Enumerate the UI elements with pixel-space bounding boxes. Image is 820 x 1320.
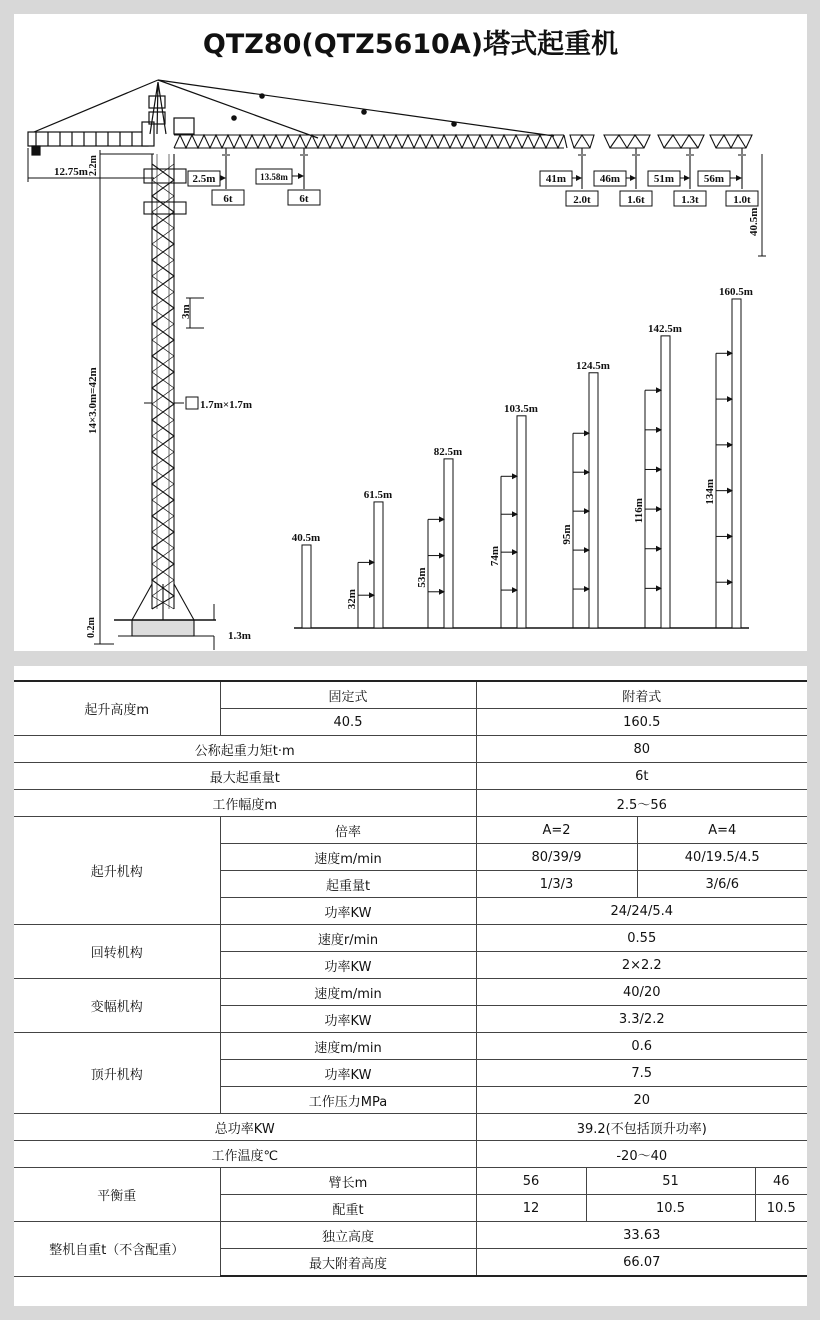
radius-label: 13.58m (260, 172, 288, 182)
table-row (14, 736, 807, 763)
load-label: 1.3t (681, 194, 699, 206)
cell-weight-56: 12 (476, 1195, 586, 1222)
tie-height-label: 134m (704, 478, 716, 505)
tie-height-label: 74m (489, 545, 501, 567)
cell-maxload-label: 最大起重量t (14, 763, 476, 790)
column-height-label: 82.5m (433, 445, 463, 458)
cell-ratio-b: A=4 (637, 817, 807, 844)
cell-tspeed-label: 速度m/min (220, 979, 476, 1006)
cell-hoist-label: 起升机构 (14, 817, 220, 925)
cell-hspeed-label: 速度m/min (220, 844, 476, 871)
table-row (14, 979, 807, 1006)
cell-selfweight-label: 整机自重t（不含配重） (14, 1222, 220, 1277)
column-height-label: 160.5m (719, 285, 753, 298)
counter-jib-label: 12.75m (54, 166, 88, 178)
cell-fixed-header: 固定式 (220, 681, 476, 709)
table-row (14, 1222, 807, 1249)
tie-height-label: 53m (416, 567, 428, 588)
mast (114, 154, 216, 636)
cell-cspeed-label: 速度m/min (220, 1033, 476, 1060)
table-row (14, 1114, 807, 1141)
cell-weight-51: 10.5 (586, 1195, 755, 1222)
radius-label: 56m (703, 173, 725, 185)
table-row (14, 1168, 807, 1195)
tie-height-label: 32m (346, 589, 358, 610)
cell-spower-value: 2×2.2 (476, 952, 807, 979)
cell-maxh-value: 66.07 (476, 1249, 807, 1277)
table-row (14, 1141, 807, 1168)
mast-column (302, 545, 311, 628)
cell-total-power-label: 总功率KW (14, 1114, 476, 1141)
mast-column (517, 416, 526, 628)
cell-hload-label: 起重量t (220, 871, 476, 898)
cell-arm-label: 臂长m (220, 1168, 476, 1195)
spec-table (14, 680, 807, 1277)
table-row (14, 1033, 807, 1060)
cell-maxload-value: 6t (476, 763, 807, 790)
cell-spower-label: 功率KW (220, 952, 476, 979)
column-height-label: 124.5m (576, 359, 610, 372)
radius-label: 2.5m (192, 173, 216, 185)
cell-moment-value: 80 (476, 736, 807, 763)
section-size-label: 1.7m×1.7m (200, 399, 253, 411)
mast-column (661, 336, 670, 628)
cell-hspeed-a: 80/39/9 (476, 844, 637, 871)
cell-moment-label: 公称起重力矩t·m (14, 736, 476, 763)
tower-head (34, 80, 554, 138)
table-row (14, 817, 807, 844)
table-row (14, 681, 807, 709)
cell-ratio-a: A=2 (476, 817, 637, 844)
mast-column (374, 502, 383, 628)
radius-label: 46m (599, 173, 621, 185)
load-label: 1.6t (627, 194, 645, 206)
table-row (14, 790, 807, 817)
column-height-label: 40.5m (291, 531, 321, 544)
mast-column (589, 373, 598, 628)
base-width-label: 1.3m (228, 630, 251, 642)
tie-height-label: 116m (633, 498, 645, 524)
table-row (14, 763, 807, 790)
cell-weight-46: 10.5 (755, 1195, 807, 1222)
cell-range-label: 工作幅度m (14, 790, 476, 817)
radius-labels (193, 172, 752, 206)
cell-tpower-value: 3.3/2.2 (476, 1006, 807, 1033)
load-label: 1.0t (733, 194, 751, 206)
page-title: QTZ80(QTZ5610A)塔式起重机 (202, 29, 619, 60)
cell-hpower-label: 功率KW (220, 898, 476, 925)
cell-hload-b: 3/6/6 (637, 871, 807, 898)
cell-weight-label: 配重t (220, 1195, 476, 1222)
cell-pressure-label: 工作压力MPa (220, 1087, 476, 1114)
mast-column (444, 459, 453, 628)
cell-temp-value: -20～40 (476, 1141, 807, 1168)
cell-fixed-value: 40.5 (220, 709, 476, 736)
hook-height-label: 40.5m (748, 207, 760, 236)
cell-climb-label: 顶升机构 (14, 1033, 220, 1114)
cell-sspeed-value: 0.55 (476, 925, 807, 952)
cell-total-power-value: 39.2(不包括顶升功率) (476, 1114, 807, 1141)
cell-hload-a: 1/3/3 (476, 871, 637, 898)
mast-height-label: 14×3.0m=42m (87, 367, 99, 434)
load-label: 6t (223, 193, 233, 205)
cell-hpower-value: 24/24/5.4 (476, 898, 807, 925)
load-label: 2.0t (573, 194, 591, 206)
base-height-label: 0.2m (86, 617, 97, 638)
radius-label: 51m (653, 173, 675, 185)
cell-attached-header: 附着式 (476, 681, 807, 709)
cell-range-value: 2.5～56 (476, 790, 807, 817)
cell-tpower-label: 功率KW (220, 1006, 476, 1033)
column-height-label: 142.5m (648, 322, 682, 335)
diagram-panel (14, 14, 807, 651)
cell-slew-label: 回转机构 (14, 925, 220, 979)
column-height-label: 103.5m (504, 402, 538, 415)
cell-arm-56: 56 (476, 1168, 586, 1195)
cell-trolley-label: 变幅机构 (14, 979, 220, 1033)
section-height-label: 3m (180, 304, 192, 319)
cell-cpower-value: 7.5 (476, 1060, 807, 1087)
cell-ratio-label: 倍率 (220, 817, 476, 844)
spec-panel (14, 666, 807, 1306)
crane-diagram (14, 14, 807, 651)
cell-tspeed-value: 40/20 (476, 979, 807, 1006)
cell-arm-51: 51 (586, 1168, 755, 1195)
cell-sspeed-label: 速度r/min (220, 925, 476, 952)
column-height-label: 61.5m (363, 488, 393, 501)
cell-hspeed-b: 40/19.5/4.5 (637, 844, 807, 871)
cell-cpower-label: 功率KW (220, 1060, 476, 1087)
radius-label: 41m (545, 173, 567, 185)
cell-temp-label: 工作温度℃ (14, 1141, 476, 1168)
tie-height-label: 95m (561, 524, 573, 545)
jib (174, 135, 752, 148)
cell-attached-value: 160.5 (476, 709, 807, 736)
cell-cspeed-value: 0.6 (476, 1033, 807, 1060)
load-label: 6t (299, 193, 309, 205)
cell-lift-height: 起升高度m (14, 681, 220, 736)
cell-cw-label: 平衡重 (14, 1168, 220, 1222)
cell-free-value: 33.63 (476, 1222, 807, 1249)
table-row (14, 925, 807, 952)
cell-pressure-value: 20 (476, 1087, 807, 1114)
height-configs (292, 286, 753, 628)
cell-free-label: 独立高度 (220, 1222, 476, 1249)
mast-column (732, 299, 741, 628)
jib-height-label: 2.2m (88, 155, 99, 176)
cell-arm-46: 46 (755, 1168, 807, 1195)
cell-maxh-label: 最大附着高度 (220, 1249, 476, 1277)
hook-height-dim (758, 154, 766, 256)
